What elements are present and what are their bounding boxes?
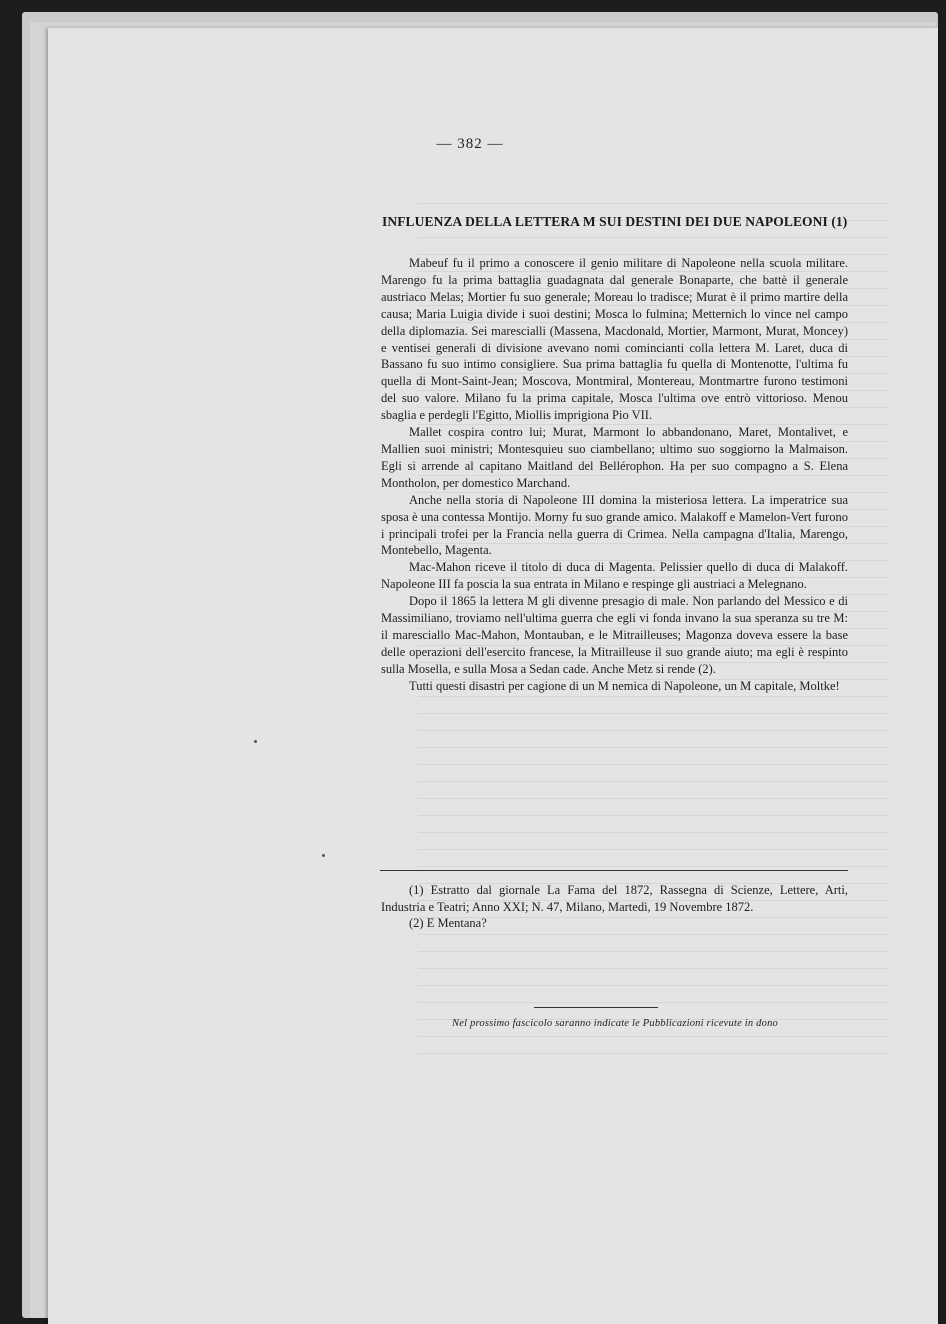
paragraph: Mabeuf fu il primo a conoscere il genio militare di Napoleone nella scuola militare. Marengo fu la prima battaglia guadagnata dal generale Bonaparte, che battè il generale austriaco Melas; Mortier fu suo generale; Moreau lo tradisce; Murat è il primo martire della causa; Maria Luigia divide i suoi destini; Mosca lo fulmina; Metternich lo vince nel campo della diplomazia. Sei marescialli (Massena, Macdonald, Mortier, Marmont, Murat, Moncey) e ventisei generali di divisione avevano nomi comincianti colla lettera M. Laret, duca di Bassano fu suo intimo consigliere. Sua prima battaglia fu quella di Montenotte, l'ultima fu quella di Mont-Saint-Jean; Moscova, Montmiral, Montereau, Montmartre furono testimoni del suo valore. Milano fu la prima capitale, Mosca l'ultima ove entrò vittorioso. Menou sbaglia e perdegli l'Egitto, Miollis imprigiona Pio VII.: [381, 256, 848, 423]
article-body: [381, 255, 848, 695]
paragraph: Tutti questi disastri per cagione di un M nemica di Napoleone, un M capitale, Moltke!: [409, 678, 840, 693]
footnote: (2) E Mentana?: [409, 916, 487, 931]
page-number: — 382 —: [436, 136, 504, 152]
paper-speck: [254, 740, 257, 743]
paragraph: Anche nella storia di Napoleone III domina la misteriosa lettera. La imperatrice sua sposa è una contessa Montijo. Morny fu suo grande amico. Malakoff e Mamelon-Vert furono i principali trofei per la Francia nella guerra di Crimea. Nella campagna d'Italia, Marengo, Montebello, Magenta.: [381, 492, 848, 558]
paragraph: Mac-Mahon riceve il titolo di duca di Magenta. Pelissier quello di duca di Malakoff. Napoleone III fa poscia la sua entrata in Milano e respinge gli austriaci a Melegnano.: [381, 560, 848, 592]
paragraph: Dopo il 1865 la lettera M gli divenne presagio di male. Non parlando del Messico e di Massimiliano, troviamo nell'ultima guerra che egli vi fonda invano la sua speranza su tre M: il maresciallo Mac-Mahon, Montauban, e le Mitrailleuses; Magonza doveva essere la base delle operazioni dell'esercito francese, la Mitrailleuse il suo grande aiuto; ma egli è respinto sulla Mosella, e sulla Mosa a Sedan cade. Anche Metz si rende (2).: [381, 594, 848, 676]
footnote: (1) Estratto dal giornale La Fama del 1872, Rassegna di Scienze, Lettere, Arti, Industria e Teatri; Anno XXI; N. 47, Milano, Martedì, 19 Novembre 1872.: [381, 883, 848, 914]
footnote-divider: [380, 870, 848, 871]
paper-speck: [322, 854, 325, 857]
paragraph: Mallet cospira contro lui; Murat, Marmont lo abbandonano, Maret, Montalivet, e Mallien suoi ministri; Montesquieu suo ciambellano; ultimo suo soggiorno la Malmaison. Egli si arrende al capitano Maitland del Bellérophon. Ha per suo compagno a S. Elena Montholon, per domestico Marchand.: [381, 425, 848, 490]
bottom-divider: [534, 1007, 658, 1008]
article-heading: INFLUENZA DELLA LETTERA M SUI DESTINI DEI DUE NAPOLEONI (1): [382, 214, 848, 229]
next-issue-notice: Nel prossimo fascicolo saranno indicate le Pubblicazioni ricevute in dono: [452, 1018, 778, 1029]
footnotes: [381, 882, 848, 932]
